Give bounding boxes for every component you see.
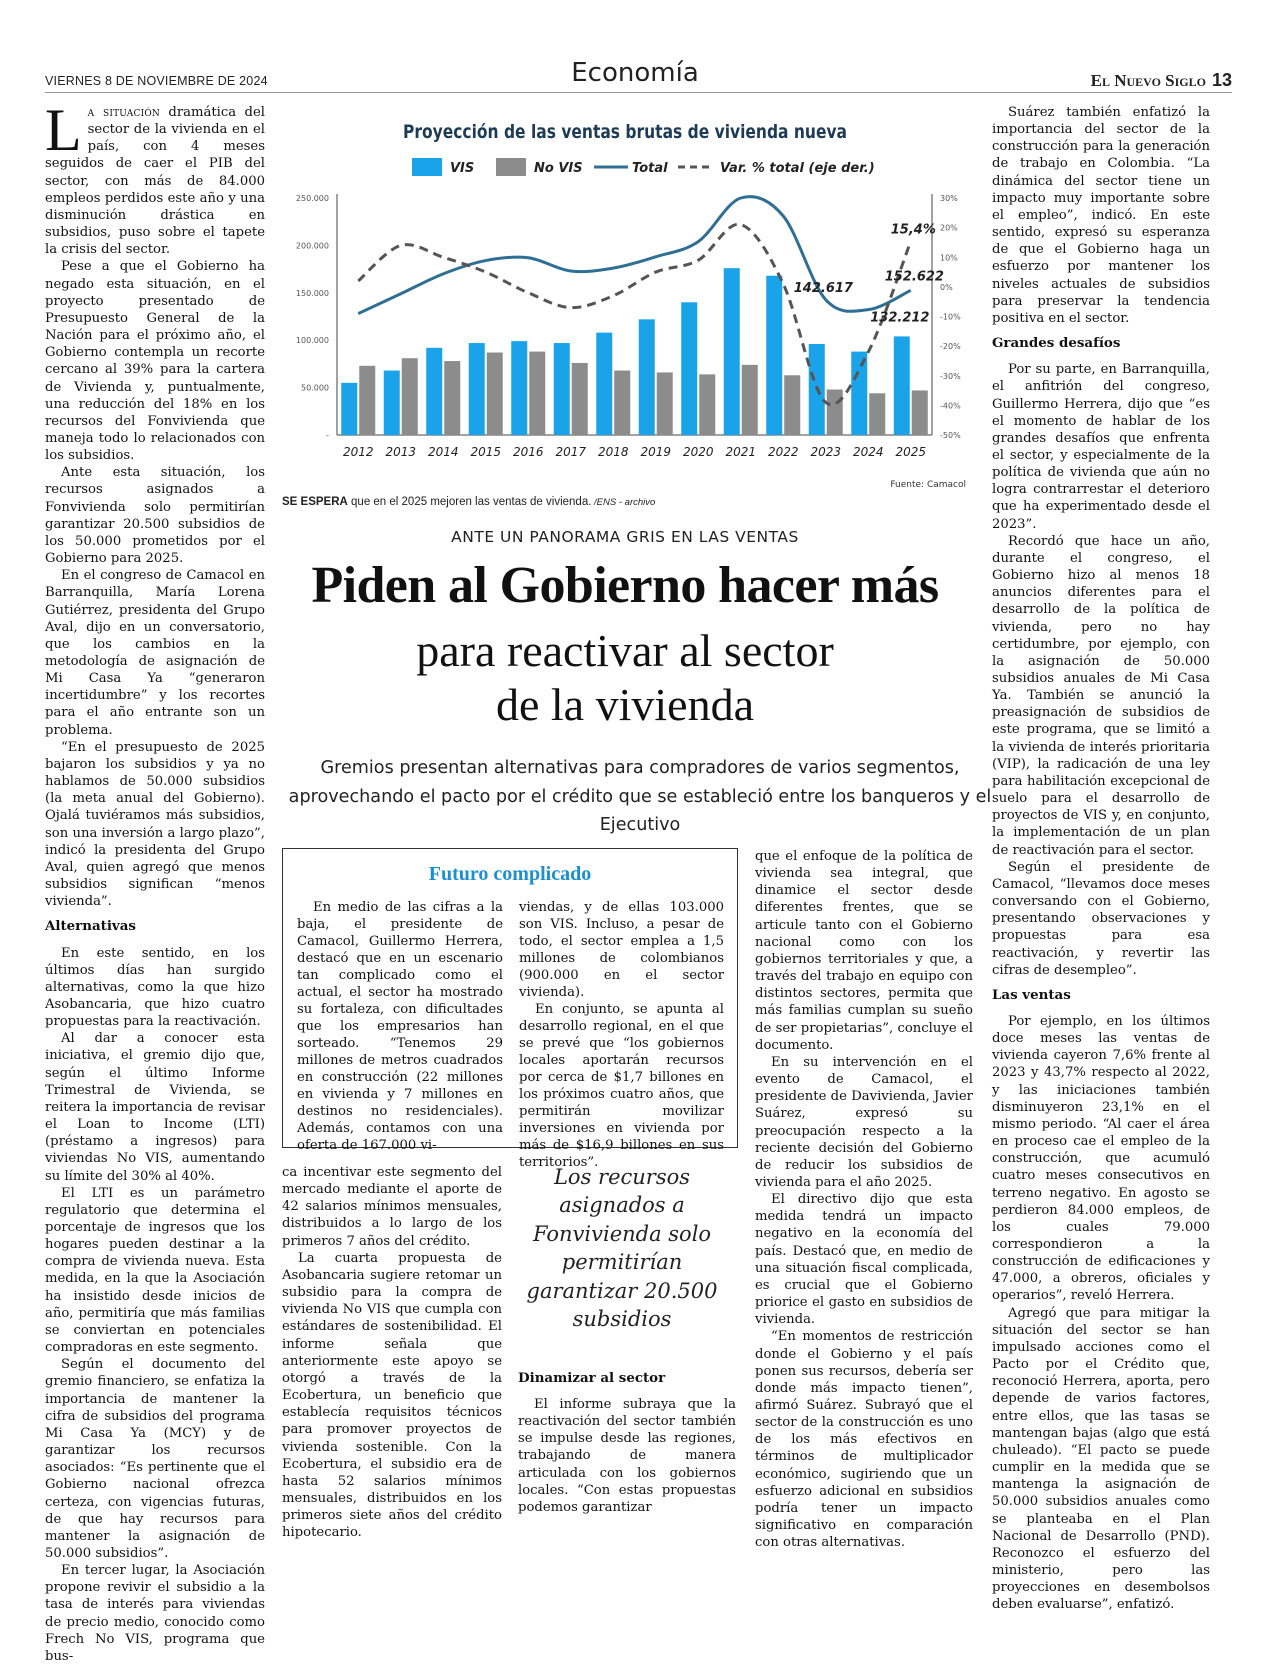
article-column-1	[45, 97, 265, 1665]
bar-vis-2014	[426, 348, 442, 435]
y-left-tick-label: 50.000	[301, 383, 329, 393]
y-left-tick-label: 150.000	[295, 288, 329, 298]
x-tick-label: 2012	[342, 445, 374, 459]
subheading-ventas: Las ventas	[992, 986, 1071, 1003]
paragraph: El LTI es un parámetro regulatorio que determina el porcentaje de ingresos que los hogares pueden destinar a la compra de vivienda nueva. Esta medida, en la que la Asociación ha insistido desde inicios de año, permitiría que más familias se conviertan en potenciales compradoras en este segmento.	[45, 1185, 265, 1356]
x-tick-label: 2025	[895, 445, 927, 459]
paragraph: En el congreso de Camacol en Barranquilla, María Lorena Gutiérrez, presidenta del Grupo Aval, dijo en un conversatorio, que los cambios en la metodología de asignación de Mi Casa Ya “generaron incertidumbre” y los recortes para el año entrante son un problema.	[45, 568, 265, 738]
paragraph: Pese a que el Gobierno ha negado esta situación, en el proyecto presentado de Presupuesto General de la Nación para el próximo año, el Gobierno contempla un recorte cercano al 39% para la cartera de Vivienda y, puntualmente, una reducción del 18% en los recursos del Fonvivienda que maneja todo lo relacionados con los subsidios.	[45, 259, 265, 464]
sidebar-box-title: Futuro complicado	[428, 863, 592, 885]
paragraph: En conjunto, se apunta al desarrollo regional, en el que se prevé que “los gobiernos locales aportarán recursos por cerca de $1,7 billones en los próximos cuatro años, que permitirán movilizar inversiones en vivienda por más de $16,9 billones en sus territorios”.	[519, 1002, 724, 1170]
bar-vis-2022	[766, 276, 782, 435]
y-right-tick-label: -30%	[940, 371, 961, 381]
bar-novis-2012	[359, 366, 375, 435]
legend-label-3: Var. % total (eje der.)	[720, 161, 875, 176]
y-right-tick-label: -20%	[940, 342, 961, 352]
paragraph: En medio de las cifras a la baja, el presidente de Camacol, Guillermo Herrera, destacó que en un escenario tan complicado como el actual, el sector ha mostrado su fortaleza, con dificultades que los empresarios han sorteado. “Tenemos 29 millones de metros cuadrados en construcción (22 millones en vivienda y 7 millones en destinos no residenciales). Además, contamos con una oferta de 167.000 vi-	[297, 900, 503, 1153]
y-right-tick-label: 20%	[940, 223, 958, 233]
bar-novis-2015	[487, 353, 503, 435]
y-right-tick-label: -10%	[940, 312, 961, 322]
bar-novis-2017	[572, 363, 588, 435]
chart-source: Fuente: Camacol	[890, 480, 966, 490]
article-column-5	[992, 104, 1210, 1613]
x-tick-label: 2016	[512, 445, 544, 459]
header-rule	[45, 92, 1232, 93]
paragraph: En su intervención en el evento de Camacol, el presidente de Davivienda, Javier Suárez, expresó su preocupación respecto a la reciente decisión del Gobierno de reducir los subsidios de vivienda para el año 2025.	[755, 1054, 973, 1190]
bar-vis-2024	[851, 352, 867, 435]
paragraph: Por ejemplo, en los últimos doce meses las ventas de vivienda cayeron 7,6% frente al 2023 y 43,7% respecto al 2022, y las iniciaciones también disminuyeron 23,1% en el mismo periodo. “Al caer el área en proceso cae el empleo de la construcción, que acumuló cuatro meses consecutivos en terreno negativo. En agosto se perdieron 84.000 empleos, de los cuales 79.000 correspondieron a la construcción de edificaciones y 47.000, a obreros, oficiales y operarios”, reveló Herrera.	[992, 1013, 1210, 1304]
bar-novis-2020	[699, 374, 715, 435]
article-column-2	[282, 1164, 502, 1541]
page-date: VIERNES 8 DE NOVIEMBRE DE 2024	[45, 74, 268, 88]
paragraph: Agregó que para mitigar la situación del sector se han impulsado acciones como el Pacto por el Crédito que, reconoció Herrera, aporta, pero depende de varios factores, entre ellos, que las tasas se mantengan bajas (algo que está chuleado). “El pacto se puede cumplir en la medida que se mantenga la asignación de 50.000 subsidios anuales como se planteaba en el Plan Nacional de Desarrollo (PND). Reconozco el esfuerzo del ministerio, pero las proyecciones en desembolsos deben evaluarse”, enfatizó.	[992, 1305, 1210, 1613]
annotation-total-2023: 142.617	[793, 280, 853, 296]
lead-paragraph	[45, 97, 265, 258]
subheadline: Gremios presentan alternativas para compradores de varios segmentos, aprovechando el pacto por el crédito que se estableció entre los banqueros y el Ejecutivo	[288, 758, 992, 835]
newspaper-title: El Nuevo Siglo	[1090, 71, 1206, 90]
headline-continuation	[282, 624, 968, 732]
lead-text: dramática del sector de la vivienda en el país, con 4 meses seguidos de caer el PIB del sector, con más de 84.000 empleos perdidos este año y una disminución drástica en subsidios, puso sobre el tapete la crisis del sector.	[45, 105, 265, 258]
bar-vis-2017	[554, 343, 570, 435]
x-tick-label: 2020	[682, 445, 714, 459]
bar-vis-2020	[681, 302, 697, 435]
bar-novis-2024	[869, 393, 885, 435]
drop-cap: L	[45, 97, 82, 163]
headline: Piden al Gobierno hacer más	[311, 557, 939, 614]
y-left-tick-label: 200.000	[295, 241, 329, 251]
paragraph: “En el presupuesto de 2025 bajaron los subsidios y ya no hablamos de 50.000 subsidios (la meta anual del Gobierno). Ojalá tuviéramos más subsidios, son una inversión a largo plazo”, indicó la presidenta del Grupo Aval, quien agregó que menos subsidios significan “menos vivienda”.	[45, 739, 265, 910]
paragraph: La cuarta propuesta de Asobancaria sugiere retomar un subsidio para la compra de vivienda No VIS que cumpla con estándares de sostenibilidad. El informe señala que anteriormente este apoyo se otorgó a través de la Ecobertura, un beneficio que establecía requisitos técnicos para promover proyectos de vivienda sostenible. Con la Ecobertura, el subsidio era de hasta 52 salarios mínimos mensuales, distribuidos en los primeros siete años del crédito hipotecario.	[282, 1250, 502, 1541]
y-left-tick-label: 250.000	[295, 194, 329, 203]
y-left-tick-label: 100.000	[295, 336, 329, 346]
bar-vis-2016	[511, 341, 527, 435]
y-right-tick-label: 10%	[940, 253, 958, 263]
paragraph: Según el presidente de Camacol, “llevamos doce meses conversando con el Gobierno, presentando observaciones y propuestas para esa reactivación, y revertir las cifras de desempleo”.	[992, 859, 1210, 978]
bar-novis-2019	[657, 372, 673, 435]
page-number: 13	[1211, 70, 1232, 90]
paragraph: “En momentos de restricción donde el Gobierno y el país ponen sus recursos, debería ser donde más impacto tienen”, afirmó Suárez. Subrayó que el sector de la construcción es uno de los más efectivos en términos de multiplicador económico, sugiriendo que un esfuerzo adicional en subsidios podría tener un impacto significativo en comparación con otras alternativas.	[755, 1329, 973, 1551]
paragraph: En este sentido, en los últimos días han surgido alternativas, como la que hizo Asobancaria, que hizo cuatro propuestas para la reactivación.	[45, 945, 265, 1030]
chart-caption	[282, 496, 968, 508]
bar-novis-2022	[784, 375, 800, 435]
caption-lead: SE ESPERA	[282, 496, 348, 508]
bar-novis-2013	[402, 358, 418, 435]
sidebar-box	[282, 848, 738, 1170]
bar-novis-2016	[529, 352, 545, 435]
sidebar-box-column-2	[519, 899, 724, 1171]
x-tick-label: 2023	[810, 445, 842, 459]
x-tick-label: 2019	[640, 445, 672, 459]
sidebar-box-column-1	[297, 899, 503, 1154]
paragraph: Recordó que hace un año, durante el congreso, el Gobierno hizo al menos 18 anuncios diferentes para el desarrollo de la política de vivienda, pero no hay certidumbre, por ejemplo, con la asignación de 50.000 subsidios anuales de Mi Casa Ya. También se anunció la preasignación de subsidios de este programa, que se limitó a la vivienda de interés prioritaria (VIP), la radicación de una ley para habilitación excepcional de suelo para el desarrollo de proyectos de VIS y, en conjunto, la implementación de un plan de reactivación para el sector.	[992, 533, 1210, 858]
paragraph: que el enfoque de la política de vivienda sea integral, que dinamice el sector desde diferentes frentes, que se articule tanto con el Gobierno nacional como con los gobiernos territoriales y que, a través del trabajo en equipo con distintos sectores, permita que más familias cumplan su sueño de ser propietarias”, concluye el documento.	[755, 849, 973, 1053]
sales-projection-chart	[282, 104, 968, 492]
x-tick-label: 2015	[470, 445, 502, 459]
bar-novis-2023	[827, 389, 843, 435]
annotation-total-2024: 132.212	[870, 310, 930, 326]
bar-vis-2018	[596, 333, 612, 435]
annotation-total-2025: 152.622	[884, 269, 944, 285]
paragraph: Según el documento del gremio financiero, se enfatiza la importancia de mantener la cifra de subsidios del programa Mi Casa Ya (MCY) y de garantizar los recursos asociados: “Es pertinente que el Gobierno nacional ofrezca certeza, con vigencias futuras, de que hay recursos para mantener la asignación de 50.000 subsidios”.	[45, 1357, 265, 1561]
x-tick-label: 2018	[597, 445, 629, 459]
newspaper-name	[1091, 70, 1232, 91]
bar-vis-2013	[384, 371, 400, 435]
paragraph: viendas, y de ellas 103.000 son VIS. Incluso, a pesar de todo, el sector emplea a 1,5 millones de colombianos (900.000 en el sector vivienda).	[519, 900, 724, 1000]
legend-label-1: No VIS	[534, 161, 583, 176]
bar-novis-2021	[742, 365, 758, 435]
bar-novis-2014	[444, 361, 460, 435]
paragraph: En tercer lugar, la Asociación propone revivir el subsidio a la tasa de interés para viviendas de precio medio, conocido como Frech No VIS, programa que bus-	[45, 1563, 265, 1664]
legend-label-0: VIS	[450, 161, 475, 176]
legend-swatch-0	[412, 158, 442, 176]
pull-quote: Los recursos asignados a Fonvivienda solo permitirían garantizar 20.500 subsidios	[526, 1165, 718, 1332]
kicker: ANTE UN PANORAMA GRIS EN LAS VENTAS	[451, 528, 799, 546]
paragraph: Por su parte, en Barranquilla, el anfitrión del congreso, Guillermo Herrera, dijo que “es el momento de hablar de los grandes desafíos que enfrenta el sector, y especialmente de la política de vivienda que aún no logra contrarrestar el deterioro que ha experimentado desde el 2023”.	[992, 362, 1210, 532]
bar-vis-2025	[894, 336, 910, 435]
headline-line-3: de la vivienda	[495, 679, 754, 730]
section-title: Economía	[571, 58, 699, 88]
y-right-tick-label: 0%	[940, 282, 953, 292]
legend-label-2: Total	[632, 161, 668, 176]
headline-line-2: para reactivar al sector	[416, 625, 834, 676]
y-right-tick-label: -50%	[940, 431, 961, 440]
y-right-tick-label: 30%	[940, 194, 958, 203]
chart-title: Proyección de las ventas brutas de vivienda nueva	[403, 121, 847, 143]
bar-vis-2019	[639, 319, 655, 435]
x-tick-label: 2022	[767, 445, 799, 459]
article-column-3	[518, 1396, 736, 1516]
subheading-dinamizar: Dinamizar al sector	[518, 1370, 666, 1386]
x-tick-label: 2014	[427, 445, 459, 459]
subheading-alternativas: Alternativas	[45, 918, 136, 935]
legend-swatch-1	[496, 158, 526, 176]
subheading-desafios: Grandes desafíos	[992, 335, 1121, 352]
x-tick-label: 2024	[852, 445, 884, 459]
paragraph: Al dar a conocer esta iniciativa, el gremio dijo que, según el último Informe Trimestral de Vivienda, se reitera la importancia de revisar el Loan to Income (LTI) (préstamo a ingresos) para viviendas No VIS, aumentando su límite del 30% al 40%.	[45, 1031, 265, 1184]
paragraph: El informe subraya que la reactivación del sector también se impulse desde las regiones, trabajando de manera articulada con los gobiernos locales. “Con estas propuestas podemos garantizar	[518, 1397, 736, 1515]
article-column-4	[755, 848, 973, 1551]
caption-text: que en el 2025 mejoren las ventas de vivienda.	[347, 496, 592, 508]
paragraph: ca incentivar este segmento del mercado mediante el aporte de 42 salarios mínimos mensuales, distribuidos a lo largo de los primeros 7 años del crédito.	[282, 1165, 502, 1249]
caption-credit: /ENS - archivo	[591, 497, 656, 508]
x-tick-label: 2021	[725, 445, 757, 459]
lead-caps: a situación	[87, 105, 160, 120]
y-left-tick-label: -	[326, 431, 329, 440]
paragraph: Ante esta situación, los recursos asignados a Fonvivienda solo permitirían garantizar 20.500 subsidios de los 50.000 prometidos por el Gobierno para 2025.	[45, 465, 265, 567]
bar-vis-2015	[469, 343, 485, 435]
chart-svg	[282, 104, 968, 492]
bar-vis-2012	[341, 383, 357, 435]
x-tick-label: 2013	[385, 445, 417, 459]
y-right-tick-label: -40%	[940, 401, 961, 411]
bar-vis-2021	[724, 268, 740, 435]
annotation-var-2025: 15,4%	[890, 222, 936, 238]
bar-novis-2018	[614, 371, 630, 435]
x-tick-label: 2017	[555, 445, 587, 459]
paragraph: Suárez también enfatizó la importancia del sector de la construcción para la generación de trabajo en Colombia. “La dinámica del sector tiene un impacto muy importante sobre el empleo”, indicó. En este sentido, expresó su esperanza de que el Gobierno haga un esfuerzo por mantener los niveles actuales de subsidios para preservar la tendencia positiva en el sector.	[992, 105, 1210, 326]
paragraph: El directivo dijo que esta medida tendrá un impacto negativo en la economía del país. Destacó que, en medio de una situación fiscal complicada, es crucial que el Gobierno priorice el gasto en subsidios de vivienda.	[755, 1192, 973, 1328]
bar-novis-2025	[912, 390, 928, 435]
